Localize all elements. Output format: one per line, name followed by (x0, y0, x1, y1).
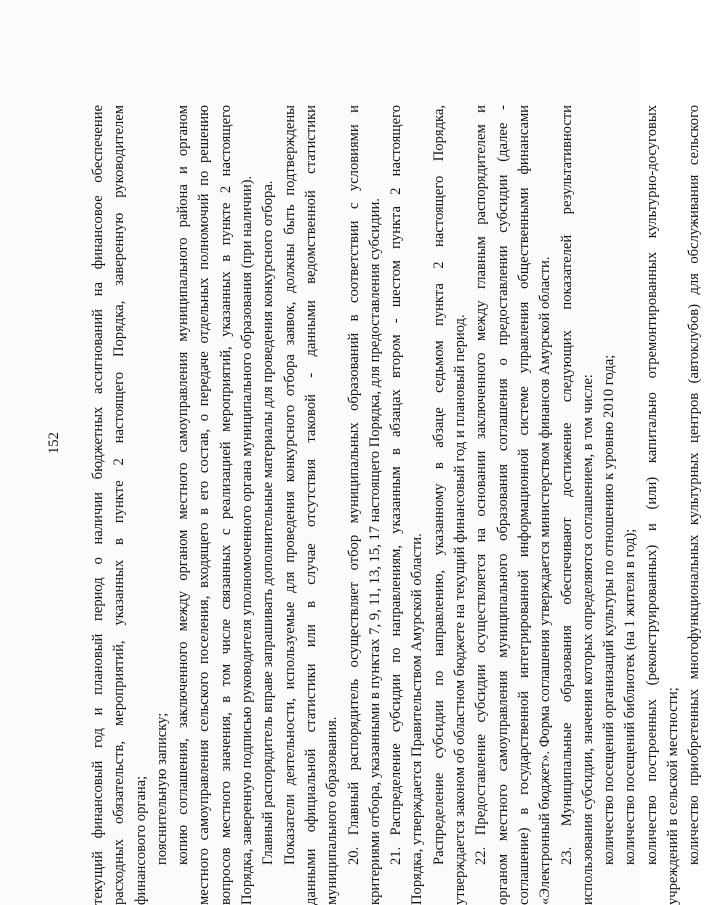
text-line: муниципального образования. (324, 716, 341, 905)
text-line: учреждений в сельской местности; (665, 687, 682, 905)
text-line: копию соглашения, заключенного между органом местного самоуправления муниципального района и органом (175, 105, 192, 865)
text-line: органом местного самоуправления муниципального образования соглашения о предоставлении субсидии (далее - (494, 105, 511, 905)
page-number: 152 (46, 432, 62, 454)
text-line: критериями отбора, указанными в пунктах 7, 9, 11, 13, 15, 17 настоящего Порядка, для предоставления субсидии. (366, 198, 383, 905)
text-line: количество построенных (реконструированных) и (или) капитально отремонтированных культурно-досуговых (643, 105, 660, 865)
text-line: Порядка, утверждается Правительством Амурской области. (409, 533, 426, 905)
text-line: количество посещений организаций культуры по отношению к уровню 2010 года; (601, 354, 618, 865)
text-line: 20. Главный распорядитель осуществляет отбор муниципальных образований в соответствии с условиями и (345, 105, 362, 865)
text-line: финансового органа; (132, 775, 149, 905)
text-line: пояснительную записку; (153, 712, 170, 865)
text-line: Распределение субсидии по направлению, указанному в абзаце седьмом пункта 2 настоящего Порядка, (430, 105, 447, 865)
text-line: 22. Предоставление субсидии осуществляется на основании заключенного между главным распорядителем и (473, 105, 490, 865)
text-line: текущий финансовый год и плановый период о наличии бюджетных ассигнований на финансовое обеспечение (90, 105, 106, 905)
text-line: количество посещений библиотек (на 1 жителя в год); (622, 528, 639, 865)
text-line: утверждается законом об областном бюджете на текущий финансовый год и плановый период. (452, 314, 469, 905)
text-line: «Электронный бюджет». Форма соглашения утверждается министерством финансов Амурской области. (537, 256, 554, 905)
text-line: использования субсидии, значения которых определяются соглашением, в том числе: (579, 374, 596, 905)
text-line: местного самоуправления сельского поселения, входящего в его состав, о передаче отдельных полномочий по решению (196, 105, 213, 905)
text-line: Порядка, заверенную подписью руководителя уполномоченного органа муниципального образования (при наличии). (239, 175, 256, 905)
text-line: вопросов местного значения, в том числе связанных с реализацией мероприятий, указанных в пункте 2 настоящего (217, 105, 234, 905)
text-line: расходных обязательств, мероприятий, указанных в пункте 2 настоящего Порядка, заверенную руководителем (111, 105, 128, 905)
text-line: 23. Муниципальные образования обеспечивают достижение следующих показателей результативности (558, 105, 575, 865)
text-line: количество приобретенных многофункциональных культурных центров (автоклубов) для обслуживания сельского (686, 105, 703, 865)
document-body (88, 105, 706, 905)
text-line: Главный распорядитель вправе запрашивать дополнительные материалы для проведения конкурсного отбора. (260, 180, 277, 865)
text-line: данными официальной статистики или в случае отсутствия таковой - данными ведомственной статистики (302, 105, 319, 905)
text-line: 21. Распределение субсидии по направлениям, указанным в абзацах втором - шестом пункта 2 настоящего (388, 105, 405, 865)
text-line: Показатели деятельности, используемые для проведения конкурсного отбора заявок, должны быть подтверждены (281, 105, 298, 865)
text-line: соглашение) в государственной интегрированной информационной системе управления общественными финансами (515, 105, 532, 905)
